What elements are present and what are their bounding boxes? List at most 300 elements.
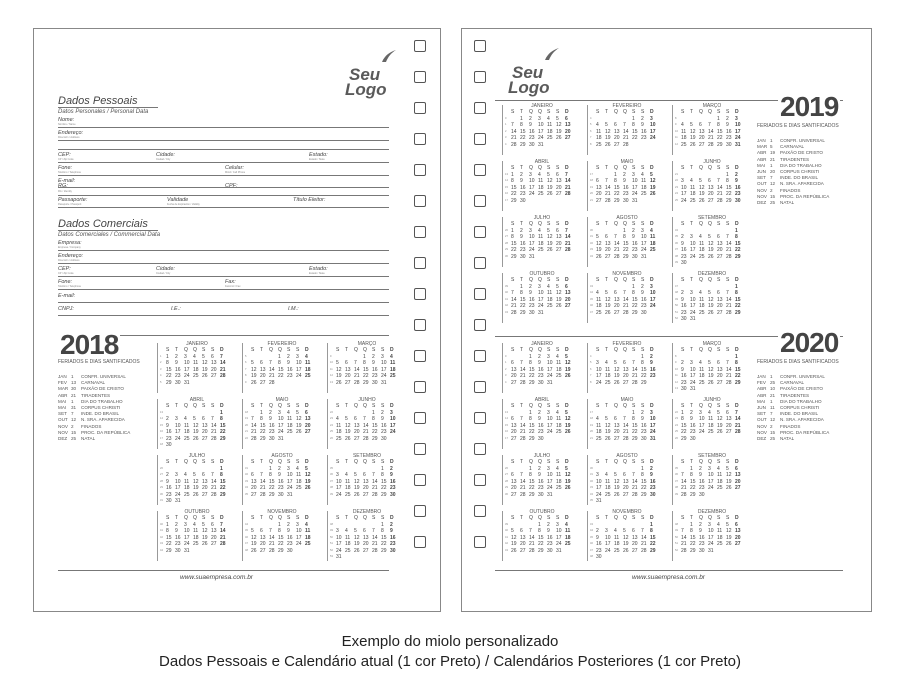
day-cell: 31 <box>538 141 544 148</box>
day-cell: 5 <box>565 409 568 416</box>
holiday-day: 25 <box>71 436 77 442</box>
day-cell: 2 <box>372 353 375 360</box>
name-field-line[interactable] <box>58 127 389 128</box>
day-cell: 24 <box>287 485 293 491</box>
day-cell <box>556 492 565 499</box>
day-cell: 29 <box>641 379 647 386</box>
day-cell: 17 <box>381 366 387 373</box>
day-cell: 25 <box>390 373 396 379</box>
company-field-line[interactable] <box>58 250 389 251</box>
binder-holes <box>474 40 486 548</box>
day-cell: 26 <box>345 435 351 442</box>
day-cell: 15 <box>381 534 387 541</box>
com-phone-fax-line[interactable] <box>58 289 389 290</box>
email-field-line[interactable] <box>58 187 389 188</box>
month-grid <box>505 277 579 316</box>
day-cell <box>726 492 735 499</box>
day-cell: 26 <box>708 253 714 260</box>
day-cell: 27 <box>363 547 369 554</box>
day-cell: 14 <box>211 422 217 429</box>
month-grid <box>505 459 579 498</box>
day-cell <box>735 386 744 393</box>
day-cell: 30 <box>690 435 696 442</box>
day-cell <box>726 260 735 267</box>
day-cell: 22 <box>520 303 526 309</box>
day-cell: 20 <box>614 429 620 435</box>
day-cell <box>345 554 354 561</box>
month-separator <box>502 217 503 267</box>
weekday-header: S <box>641 347 645 353</box>
day-cell: 2 <box>632 227 635 234</box>
month-calendar <box>590 159 664 204</box>
day-cell: 14 <box>260 478 266 485</box>
holiday-name: FINADOS <box>81 423 102 429</box>
day-cell: 2 <box>699 465 702 472</box>
month-grid <box>675 347 749 393</box>
com-city-field-label: Cidade: <box>156 266 175 272</box>
day-cell: 10 <box>708 472 714 478</box>
day-cell: 16 <box>381 422 387 429</box>
day-cell: 3 <box>547 353 550 360</box>
weekday-header: D <box>735 403 739 409</box>
weekday-header: Q <box>699 277 703 283</box>
day-cell: 25 <box>296 485 302 491</box>
weekday-header: Q <box>529 109 533 115</box>
binder-hole <box>414 226 426 238</box>
week-number: 9 <box>245 380 247 384</box>
day-cell: 15 <box>681 422 687 429</box>
company-url[interactable]: www.suaempresa.com.br <box>632 574 705 581</box>
day-cell: 17 <box>632 184 638 191</box>
day-cell: 24 <box>529 191 535 197</box>
day-cell: 22 <box>735 247 741 253</box>
day-cell: 2 <box>520 227 523 234</box>
holiday-day: 7 <box>770 411 773 417</box>
phone-cell-line[interactable] <box>58 175 389 176</box>
day-cell: 22 <box>735 373 741 379</box>
day-cell: 17 <box>529 184 535 191</box>
day-cell: 19 <box>717 422 723 429</box>
caption-line-2: Dados Pessoais e Calendário atual (1 cor Preto) / Calendários Posteriores (1 cor Preto) <box>159 653 741 670</box>
day-cell: 3 <box>336 528 339 534</box>
week-number: 26 <box>330 436 333 440</box>
day-cell: 25 <box>690 197 696 204</box>
weekday-header: D <box>565 403 569 409</box>
holiday-name: CONFR. UNIVERSAL <box>780 138 825 143</box>
day-cell <box>202 380 211 387</box>
day-cell: 13 <box>565 122 571 128</box>
day-cell: 21 <box>520 429 526 435</box>
day-cell: 24 <box>529 247 535 253</box>
day-cell: 3 <box>681 178 684 184</box>
day-cell: 18 <box>556 422 562 429</box>
day-cell: 25 <box>193 541 199 547</box>
day-cell: 10 <box>699 416 705 422</box>
holiday-name: NATAL <box>780 436 795 442</box>
weekday-header: Q <box>538 277 542 283</box>
day-cell: 20 <box>614 303 620 309</box>
weekday-header: S <box>632 221 636 227</box>
week-number: 29 <box>160 486 163 489</box>
month-calendar <box>245 509 319 554</box>
weekday-header: Q <box>699 109 703 115</box>
week-number: 6 <box>245 361 247 364</box>
day-cell: 4 <box>641 171 644 178</box>
week-number: 39 <box>330 492 333 496</box>
day-cell: 22 <box>166 541 172 547</box>
day-cell: 15 <box>726 184 732 191</box>
day-cell <box>565 380 574 387</box>
day-cell: 30 <box>287 547 293 554</box>
holiday-month: JAN <box>757 138 766 143</box>
day-cell: 23 <box>175 541 181 547</box>
weekday-header: Q <box>708 459 712 465</box>
week-number: 38 <box>675 486 678 489</box>
holiday-day: 11 <box>770 405 775 411</box>
day-cell: 28 <box>708 141 714 148</box>
binder-hole <box>414 536 426 548</box>
week-number: 13 <box>160 410 163 414</box>
holiday-month: ABR <box>58 392 68 398</box>
day-cell: 11 <box>699 296 705 303</box>
day-cell: 5 <box>547 227 550 234</box>
binder-hole <box>474 164 486 176</box>
day-cell: 5 <box>605 290 608 296</box>
day-cell: 4 <box>650 227 653 234</box>
day-cell: 16 <box>166 485 172 491</box>
day-cell: 24 <box>336 547 342 554</box>
day-cell: 9 <box>381 416 384 422</box>
week-number: 28 <box>505 479 508 483</box>
day-cell: 26 <box>202 373 208 379</box>
day-cell: 15 <box>363 366 369 373</box>
month-grid <box>590 221 664 260</box>
day-cell: 4 <box>287 409 290 416</box>
day-cell: 24 <box>605 547 611 554</box>
day-cell: 3 <box>184 353 187 360</box>
day-cell: 6 <box>614 416 617 422</box>
holiday-name: N. SRA. APARECIDA <box>780 181 824 187</box>
week-number: 33 <box>590 486 593 489</box>
weekday-header: S <box>717 109 721 115</box>
week-number: 19 <box>590 423 593 427</box>
day-cell <box>547 142 556 149</box>
weekday-header: S <box>681 221 685 227</box>
day-cell: 27 <box>623 491 629 498</box>
month-calendar <box>505 397 579 442</box>
weekday-header: S <box>511 277 515 283</box>
month-calendar <box>245 397 319 442</box>
day-cell <box>614 554 623 561</box>
day-cell: 12 <box>336 366 342 373</box>
day-cell: 2 <box>269 409 272 416</box>
weekday-header: T <box>690 515 694 521</box>
week-number: 8 <box>675 116 677 120</box>
day-cell: 14 <box>641 534 647 541</box>
day-cell: 3 <box>605 528 608 534</box>
month-grid <box>590 515 664 561</box>
weekday-header: Q <box>269 459 273 465</box>
day-cell: 4 <box>556 465 559 472</box>
company-url[interactable]: www.suaempresa.com.br <box>180 574 253 581</box>
week-number: 48 <box>675 522 678 526</box>
weekday-header: S <box>726 165 730 171</box>
day-cell: 8 <box>520 290 523 296</box>
day-cell: 30 <box>166 498 172 504</box>
day-cell: 15 <box>632 128 638 135</box>
day-cell: 9 <box>175 360 178 366</box>
month-separator <box>587 273 588 323</box>
weekday-header: S <box>681 403 685 409</box>
day-cell: 26 <box>547 191 553 197</box>
logo-line-2: Logo <box>508 78 550 97</box>
zip-city-state-line[interactable] <box>58 162 389 163</box>
day-cell: 20 <box>614 135 620 141</box>
weekday-header: D <box>305 347 309 353</box>
weekday-header: S <box>726 221 730 227</box>
day-cell: 17 <box>650 422 656 429</box>
day-cell: 26 <box>547 247 553 253</box>
weekday-header: Q <box>614 109 618 115</box>
day-cell: 18 <box>596 303 602 309</box>
day-cell: 28 <box>623 309 629 316</box>
day-cell: 24 <box>184 373 190 379</box>
holiday-day: 12 <box>770 181 776 187</box>
holiday-day: 19 <box>770 150 776 156</box>
weekday-header: D <box>650 221 654 227</box>
day-cell: 8 <box>269 472 272 478</box>
month-name: ABRIL <box>534 159 550 165</box>
weekday-header: T <box>175 459 179 465</box>
day-cell: 2 <box>287 521 290 528</box>
day-cell: 19 <box>251 541 257 547</box>
day-cell: 16 <box>681 373 687 379</box>
day-cell: 23 <box>690 429 696 435</box>
day-cell: 13 <box>735 472 741 478</box>
day-cell <box>708 436 717 443</box>
day-cell: 12 <box>511 534 517 541</box>
day-cell: 15 <box>529 478 535 485</box>
day-cell: 25 <box>605 491 611 498</box>
day-cell <box>556 436 565 443</box>
week-number: 35 <box>675 235 678 238</box>
day-cell: 16 <box>681 303 687 309</box>
day-cell: 23 <box>520 191 526 197</box>
week-number: 38 <box>675 254 678 258</box>
weekday-header: T <box>520 277 524 283</box>
day-cell: 20 <box>596 191 602 197</box>
weekday-header: S <box>202 459 206 465</box>
weekday-header: S <box>211 515 215 521</box>
day-cell: 2 <box>596 528 599 534</box>
holiday-name: PROC. DA REPÚBLICA <box>780 429 830 435</box>
day-cell: 7 <box>623 290 626 296</box>
month-name: MAIO <box>620 397 634 403</box>
day-cell: 21 <box>726 303 732 309</box>
day-cell: 3 <box>184 521 187 528</box>
day-cell: 8 <box>511 178 514 184</box>
day-cell <box>735 548 744 555</box>
day-cell: 11 <box>193 360 199 366</box>
day-cell: 3 <box>735 115 738 122</box>
day-cell: 6 <box>614 122 617 128</box>
weekday-header: S <box>726 459 730 465</box>
day-cell: 14 <box>726 296 732 303</box>
day-cell: 27 <box>717 253 723 260</box>
day-cell: 12 <box>305 472 311 478</box>
day-cell: 28 <box>623 435 629 442</box>
weekday-header: Q <box>708 515 712 521</box>
weekday-header: Q <box>708 347 712 353</box>
holiday-row <box>58 436 130 442</box>
week-number: 39 <box>675 261 678 264</box>
day-cell: 11 <box>717 528 723 534</box>
com-zip-city-state-line[interactable] <box>58 276 389 277</box>
weekday-header: T <box>605 221 609 227</box>
day-cell: 14 <box>726 366 732 373</box>
day-cell <box>547 198 556 205</box>
holiday-name: INDE. DO BRASIL <box>780 411 819 417</box>
month-name: SETEMBRO <box>697 453 727 459</box>
day-cell: 30 <box>529 309 535 316</box>
com-email-field-line[interactable] <box>58 302 389 303</box>
day-cell: 2 <box>699 521 702 528</box>
com-state-field-sublabel: Estado / State <box>309 272 325 275</box>
state-field-label: Estado: <box>309 152 328 158</box>
holiday-month: DEZ <box>58 436 68 442</box>
weekday-header: S <box>681 347 685 353</box>
day-cell: 11 <box>650 234 656 240</box>
weekday-header: T <box>605 403 609 409</box>
day-cell: 4 <box>614 528 617 534</box>
day-cell: 20 <box>605 247 611 253</box>
day-cell: 5 <box>202 521 205 528</box>
day-cell <box>641 142 650 149</box>
week-number: 48 <box>330 522 333 526</box>
day-cell: 8 <box>538 528 541 534</box>
day-cell: 21 <box>735 422 741 429</box>
month-separator <box>327 511 328 561</box>
month-separator <box>587 511 588 561</box>
address-field-line-2[interactable] <box>58 149 389 150</box>
day-cell: 24 <box>296 373 302 379</box>
day-cell: 4 <box>305 353 308 360</box>
week-number: 24 <box>675 423 678 427</box>
holiday-month: ABR <box>757 392 767 398</box>
day-cell: 19 <box>605 429 611 435</box>
day-cell: 20 <box>363 541 369 547</box>
day-cell <box>547 254 556 261</box>
day-cell: 4 <box>193 353 196 360</box>
month-separator <box>672 343 673 393</box>
day-cell: 14 <box>614 240 620 247</box>
day-cell: 12 <box>202 528 208 534</box>
day-cell: 10 <box>336 534 342 541</box>
day-cell: 7 <box>211 472 214 478</box>
day-cell <box>193 498 202 505</box>
address-field-line[interactable] <box>58 140 389 141</box>
day-cell <box>202 548 211 555</box>
day-cell: 9 <box>681 366 684 373</box>
day-cell <box>699 260 708 267</box>
day-cell: 4 <box>296 465 299 472</box>
day-cell: 25 <box>556 429 562 435</box>
day-cell: 31 <box>690 386 696 392</box>
day-cell: 7 <box>717 178 720 184</box>
day-cell: 17 <box>690 247 696 253</box>
day-cell: 14 <box>717 184 723 191</box>
day-cell: 29 <box>363 379 369 386</box>
day-cell: 22 <box>690 541 696 547</box>
day-cell <box>556 198 565 205</box>
day-cell: 6 <box>565 283 568 290</box>
day-cell: 25 <box>717 541 723 547</box>
month-name: SETEMBRO <box>697 215 727 221</box>
week-number: 6 <box>590 367 592 371</box>
day-cell: 8 <box>632 290 635 296</box>
week-number: 0 <box>505 354 507 358</box>
day-cell: 26 <box>305 485 311 491</box>
day-cell: 16 <box>372 366 378 373</box>
weekday-header: D <box>650 459 654 465</box>
day-cell: 20 <box>708 191 714 197</box>
day-cell: 8 <box>511 234 514 240</box>
day-cell <box>211 548 220 555</box>
day-cell: 10 <box>390 416 396 422</box>
day-cell: 14 <box>511 128 517 135</box>
day-cell: 5 <box>193 416 196 422</box>
day-cell: 18 <box>556 366 562 373</box>
day-cell: 14 <box>681 534 687 541</box>
day-cell: 12 <box>605 296 611 303</box>
day-cell: 24 <box>547 373 553 379</box>
cnpj-ie-im-line[interactable] <box>58 315 389 316</box>
day-cell: 30 <box>390 547 396 554</box>
day-cell: 4 <box>345 472 348 478</box>
day-cell: 9 <box>681 240 684 247</box>
day-cell: 1 <box>529 465 532 472</box>
blank-line[interactable] <box>58 195 389 196</box>
day-cell: 14 <box>605 184 611 191</box>
day-cell: 1 <box>363 353 366 360</box>
day-cell <box>650 498 659 505</box>
day-cell: 30 <box>520 197 526 204</box>
day-cell: 23 <box>287 373 293 379</box>
day-cell: 23 <box>175 373 181 379</box>
day-cell: 18 <box>556 478 562 485</box>
day-cell <box>641 498 650 505</box>
day-cell: 8 <box>278 528 281 534</box>
day-cell: 21 <box>726 247 732 253</box>
week-number: 15 <box>160 423 163 427</box>
day-cell: 25 <box>547 303 553 309</box>
week-number: 44 <box>590 291 593 294</box>
day-cell: 18 <box>287 422 293 429</box>
weekday-header: Q <box>363 459 367 465</box>
passport-line[interactable] <box>58 207 389 208</box>
month-grid <box>675 459 749 498</box>
day-cell: 16 <box>529 296 535 303</box>
weekday-header: S <box>632 459 636 465</box>
day-cell <box>717 260 726 267</box>
week-number: 17 <box>590 172 593 176</box>
day-cell: 14 <box>372 478 378 485</box>
holiday-name: DIA DO TRABALHO <box>81 398 123 404</box>
com-address-field-line[interactable] <box>58 263 389 264</box>
day-cell <box>690 260 699 267</box>
day-cell: 30 <box>735 197 741 204</box>
day-cell: 17 <box>605 541 611 547</box>
